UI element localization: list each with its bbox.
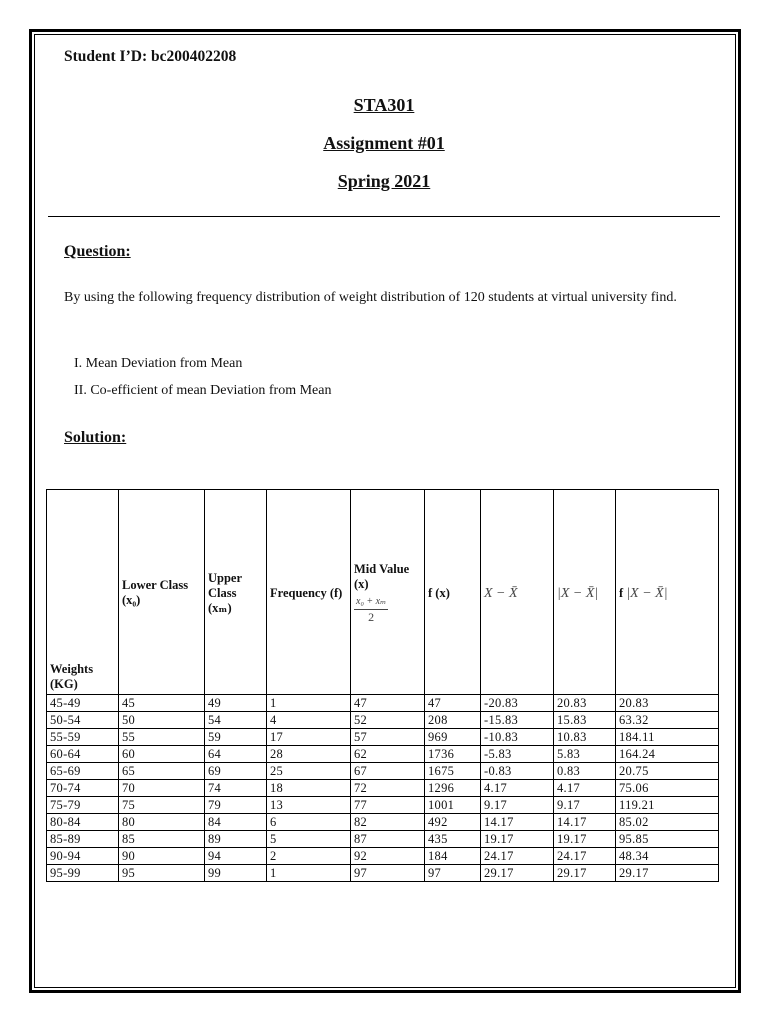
solution-heading: Solution: — [64, 429, 127, 446]
cell-abs-deviation: 9.17 — [554, 797, 616, 814]
cell-weights: 95-99 — [47, 865, 119, 882]
cell-mid-value: 82 — [351, 814, 425, 831]
cell-mid-value: 92 — [351, 848, 425, 865]
cell-mid-value: 52 — [351, 712, 425, 729]
cell-abs-deviation: 5.83 — [554, 746, 616, 763]
cell-lower-class: 80 — [119, 814, 205, 831]
cell-lower-class: 95 — [119, 865, 205, 882]
cell-upper-class: 49 — [205, 695, 267, 712]
mid-value-label: Mid Value (x) — [354, 561, 410, 591]
header-deviation — [481, 490, 554, 695]
cell-upper-class: 74 — [205, 780, 267, 797]
cell-fx: 208 — [425, 712, 481, 729]
cell-f-abs-deviation: 75.06 — [616, 780, 719, 797]
cell-mid-value: 67 — [351, 763, 425, 780]
cell-fx: 1736 — [425, 746, 481, 763]
cell-abs-deviation: 14.17 — [554, 814, 616, 831]
cell-lower-class: 85 — [119, 831, 205, 848]
cell-frequency: 18 — [267, 780, 351, 797]
frequency-table — [46, 489, 719, 882]
semester-title: Spring 2021 — [337, 171, 431, 191]
cell-frequency: 5 — [267, 831, 351, 848]
header-divider — [48, 216, 720, 217]
question-list — [74, 350, 331, 404]
cell-weights: 55-59 — [47, 729, 119, 746]
cell-abs-deviation: 0.83 — [554, 763, 616, 780]
cell-lower-class: 50 — [119, 712, 205, 729]
cell-upper-class: 99 — [205, 865, 267, 882]
header-f-abs-deviation — [616, 490, 719, 695]
cell-mid-value: 57 — [351, 729, 425, 746]
table-row — [47, 865, 719, 882]
cell-mid-value: 47 — [351, 695, 425, 712]
abs-deviation-formula: |X − X̄| — [557, 585, 599, 601]
cell-lower-class: 75 — [119, 797, 205, 814]
cell-upper-class: 94 — [205, 848, 267, 865]
cell-upper-class: 89 — [205, 831, 267, 848]
cell-frequency: 4 — [267, 712, 351, 729]
cell-frequency: 25 — [267, 763, 351, 780]
cell-f-abs-deviation: 95.85 — [616, 831, 719, 848]
cell-abs-deviation: 20.83 — [554, 695, 616, 712]
cell-frequency: 13 — [267, 797, 351, 814]
cell-deviation: -5.83 — [481, 746, 554, 763]
table-row — [47, 814, 719, 831]
table-row — [47, 797, 719, 814]
header-abs-deviation — [554, 490, 616, 695]
f-prefix: f — [619, 585, 624, 600]
cell-deviation: -10.83 — [481, 729, 554, 746]
header-fx: f (x) — [425, 490, 481, 695]
cell-abs-deviation: 15.83 — [554, 712, 616, 729]
cell-weights: 65-69 — [47, 763, 119, 780]
cell-frequency: 1 — [267, 695, 351, 712]
cell-f-abs-deviation: 164.24 — [616, 746, 719, 763]
cell-weights: 85-89 — [47, 831, 119, 848]
question-text: By using the following frequency distribution of weight distribution of 120 students at virtual university find. — [64, 290, 677, 305]
cell-deviation: 4.17 — [481, 780, 554, 797]
cell-fx: 492 — [425, 814, 481, 831]
table-row — [47, 695, 719, 712]
cell-f-abs-deviation: 119.21 — [616, 797, 719, 814]
cell-weights: 60-64 — [47, 746, 119, 763]
cell-lower-class: 70 — [119, 780, 205, 797]
cell-fx: 1001 — [425, 797, 481, 814]
cell-frequency: 1 — [267, 865, 351, 882]
cell-mid-value: 77 — [351, 797, 425, 814]
table-row — [47, 746, 719, 763]
cell-f-abs-deviation: 20.75 — [616, 763, 719, 780]
table-row — [47, 848, 719, 865]
cell-f-abs-deviation: 85.02 — [616, 814, 719, 831]
formula-denominator: 2 — [368, 609, 375, 624]
cell-fx: 97 — [425, 865, 481, 882]
cell-lower-class: 45 — [119, 695, 205, 712]
cell-deviation: -20.83 — [481, 695, 554, 712]
cell-f-abs-deviation: 63.32 — [616, 712, 719, 729]
mid-value-formula — [354, 594, 388, 625]
header-lower-class: Lower Class (x₀) — [119, 490, 205, 695]
header-upper-class: Upper Class (xₘ) — [205, 490, 267, 695]
table-header-row — [47, 490, 719, 695]
cell-lower-class: 65 — [119, 763, 205, 780]
cell-frequency: 2 — [267, 848, 351, 865]
cell-lower-class: 90 — [119, 848, 205, 865]
cell-mid-value: 97 — [351, 865, 425, 882]
f-abs-deviation-formula: |X − X̄| — [626, 585, 668, 601]
question-item-2: II. Co-efficient of mean Deviation from Mean — [74, 383, 332, 398]
table-row — [47, 763, 719, 780]
cell-deviation: -15.83 — [481, 712, 554, 729]
cell-frequency: 28 — [267, 746, 351, 763]
cell-deviation: 14.17 — [481, 814, 554, 831]
cell-abs-deviation: 19.17 — [554, 831, 616, 848]
table-row — [47, 712, 719, 729]
cell-fx: 1296 — [425, 780, 481, 797]
header-frequency: Frequency (f) — [267, 490, 351, 695]
cell-deviation: 29.17 — [481, 865, 554, 882]
cell-mid-value: 87 — [351, 831, 425, 848]
formula-numerator: x₀ + xₘ — [354, 594, 388, 610]
cell-weights: 70-74 — [47, 780, 119, 797]
cell-deviation: 19.17 — [481, 831, 554, 848]
deviation-formula: X − X̄ — [484, 585, 518, 601]
question-heading: Question: — [64, 243, 131, 260]
cell-upper-class: 84 — [205, 814, 267, 831]
header-weights: Weights (KG) — [47, 490, 119, 695]
header-mid-value — [351, 490, 425, 695]
cell-fx: 969 — [425, 729, 481, 746]
cell-deviation: 9.17 — [481, 797, 554, 814]
table-row — [47, 831, 719, 848]
cell-mid-value: 72 — [351, 780, 425, 797]
cell-f-abs-deviation: 29.17 — [616, 865, 719, 882]
course-title: STA301 — [353, 95, 415, 115]
cell-fx: 47 — [425, 695, 481, 712]
cell-weights: 50-54 — [47, 712, 119, 729]
student-id: Student I’D: bc200402208 — [64, 48, 237, 65]
table-row — [47, 729, 719, 746]
table-body — [47, 695, 719, 882]
cell-frequency: 17 — [267, 729, 351, 746]
cell-weights: 45-49 — [47, 695, 119, 712]
cell-deviation: -0.83 — [481, 763, 554, 780]
cell-upper-class: 79 — [205, 797, 267, 814]
cell-lower-class: 55 — [119, 729, 205, 746]
question-item-1: I. Mean Deviation from Mean — [74, 356, 243, 371]
cell-fx: 184 — [425, 848, 481, 865]
cell-lower-class: 60 — [119, 746, 205, 763]
cell-weights: 75-79 — [47, 797, 119, 814]
cell-fx: 435 — [425, 831, 481, 848]
cell-f-abs-deviation: 20.83 — [616, 695, 719, 712]
cell-abs-deviation: 4.17 — [554, 780, 616, 797]
cell-abs-deviation: 29.17 — [554, 865, 616, 882]
cell-abs-deviation: 10.83 — [554, 729, 616, 746]
cell-mid-value: 62 — [351, 746, 425, 763]
cell-weights: 80-84 — [47, 814, 119, 831]
cell-deviation: 24.17 — [481, 848, 554, 865]
cell-f-abs-deviation: 184.11 — [616, 729, 719, 746]
cell-weights: 90-94 — [47, 848, 119, 865]
assignment-title: Assignment #01 — [323, 133, 445, 153]
cell-frequency: 6 — [267, 814, 351, 831]
cell-upper-class: 59 — [205, 729, 267, 746]
cell-f-abs-deviation: 48.34 — [616, 848, 719, 865]
cell-upper-class: 69 — [205, 763, 267, 780]
cell-upper-class: 64 — [205, 746, 267, 763]
cell-upper-class: 54 — [205, 712, 267, 729]
table-row — [47, 780, 719, 797]
cell-fx: 1675 — [425, 763, 481, 780]
cell-abs-deviation: 24.17 — [554, 848, 616, 865]
